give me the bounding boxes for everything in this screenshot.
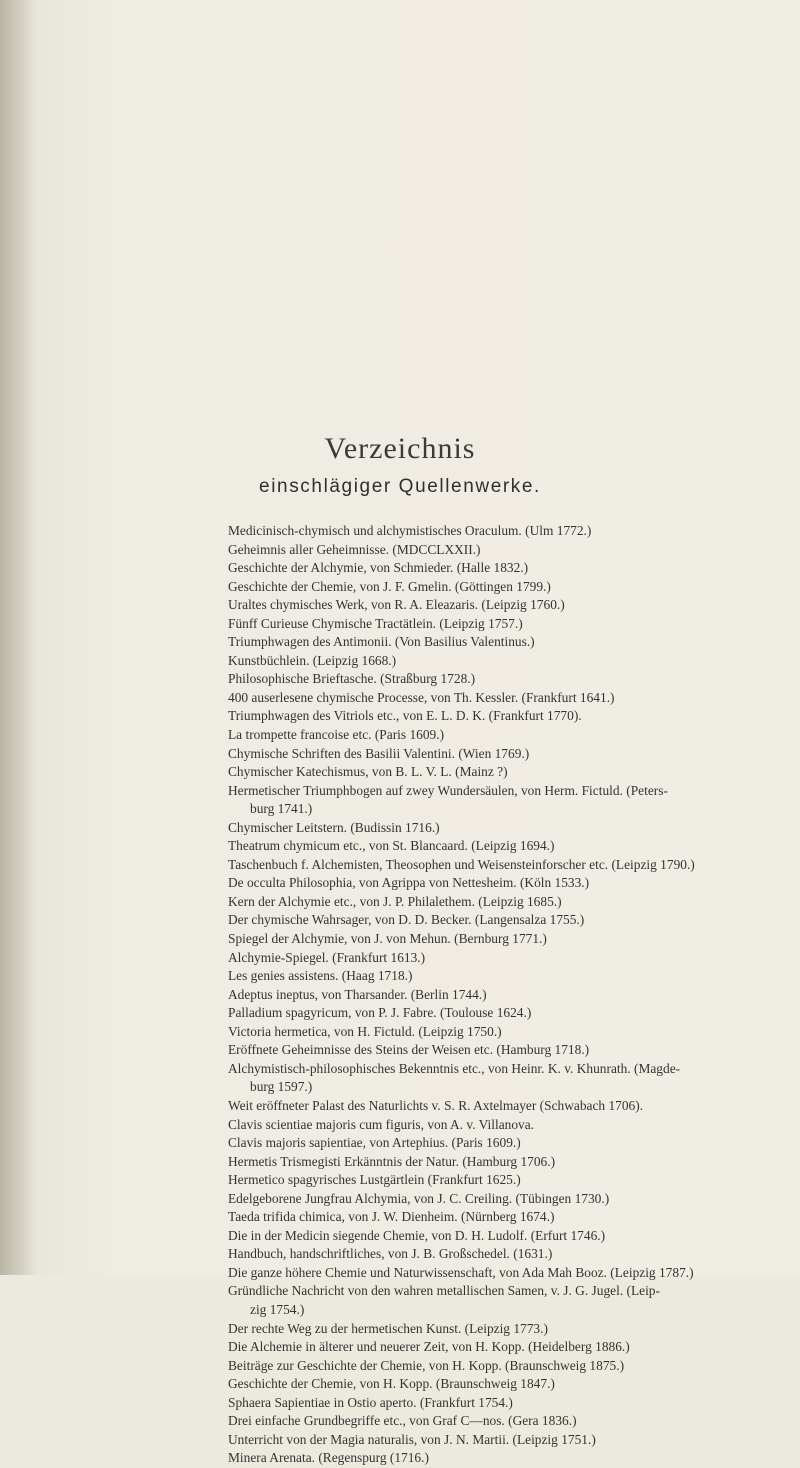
bibliography-entry bbox=[228, 1227, 792, 1246]
entry-text: Palladium spagyricum, von P. J. Fabre. (Toulouse 1624.) bbox=[228, 1005, 532, 1021]
entry-text: Les genies assistens. (Haag 1718.) bbox=[228, 968, 413, 984]
entry-continuation: burg 1741.) bbox=[250, 801, 313, 817]
entry-text: Hermetico spagyrisches Lustgärtlein (Frankfurt 1625.) bbox=[228, 1172, 521, 1188]
entry-text: Chymische Schriften des Basilii Valentini. (Wien 1769.) bbox=[228, 745, 530, 761]
entry-text: Die ganze höhere Chemie und Naturwissenschaft, von Ada Mah Booz. (Leipzig 1787.) bbox=[228, 1264, 694, 1280]
bibliography-entry bbox=[228, 615, 792, 634]
entry-continuation: burg 1597.) bbox=[250, 1079, 313, 1095]
entry-text: Die Alchemie in älterer und neuerer Zeit, von H. Kopp. (Heidelberg 1886.) bbox=[228, 1339, 630, 1355]
bibliography-entry bbox=[228, 1245, 792, 1264]
entry-text: Adeptus ineptus, von Tharsander. (Berlin 1744.) bbox=[228, 986, 487, 1002]
bibliography-entry bbox=[228, 837, 792, 856]
entry-text: Taeda trifida chimica, von J. W. Dienheim. (Nürnberg 1674.) bbox=[228, 1209, 555, 1225]
bibliography-entry bbox=[228, 596, 792, 615]
bibliography-entry bbox=[228, 1394, 792, 1413]
entry-text: Gründliche Nachricht von den wahren metallischen Samen, v. J. G. Jugel. (Leip- bbox=[228, 1283, 660, 1299]
bibliography-entry bbox=[228, 670, 792, 689]
bibliography-entry bbox=[228, 1375, 792, 1394]
entry-text: De occulta Philosophia, von Agrippa von Nettesheim. (Köln 1533.) bbox=[228, 875, 590, 891]
bibliography-list bbox=[228, 522, 792, 1468]
entry-text: Taschenbuch f. Alchemisten, Theosophen und Weisensteinforscher etc. (Leipzig 1790.) bbox=[228, 856, 695, 872]
bibliography-entry bbox=[228, 1412, 792, 1431]
bibliography-entry bbox=[228, 967, 792, 986]
bibliography-entry bbox=[228, 541, 792, 560]
entry-text: Uraltes chymisches Werk, von R. A. Eleazaris. (Leipzig 1760.) bbox=[228, 597, 565, 613]
bibliography-entry bbox=[228, 1449, 792, 1468]
entry-text: Unterricht von der Magia naturalis, von J. N. Martii. (Leipzig 1751.) bbox=[228, 1431, 596, 1447]
entry-text: Chymischer Katechismus, von B. L. V. L. (Mainz ?) bbox=[228, 764, 508, 780]
bibliography-entry bbox=[228, 1357, 792, 1376]
bibliography-entry bbox=[228, 1004, 792, 1023]
entry-text: Medicinisch-chymisch und alchymistisches Oraculum. (Ulm 1772.) bbox=[228, 523, 592, 538]
bibliography-entry bbox=[228, 856, 792, 875]
entry-text: Victoria hermetica, von H. Fictuld. (Leipzig 1750.) bbox=[228, 1023, 502, 1039]
bibliography-entry bbox=[228, 782, 792, 819]
bibliography-entry bbox=[228, 1338, 792, 1357]
entry-text: Clavis scientiae majoris cum figuris, von A. v. Villanova. bbox=[228, 1116, 535, 1132]
bibliography-entry bbox=[228, 1041, 792, 1060]
entry-text: Alchymistisch-philosophisches Bekenntnis etc., von Heinr. K. v. Khunrath. (Magde- bbox=[228, 1060, 681, 1076]
entry-text: Weit eröffneter Palast des Naturlichts v. S. R. Axtelmayer (Schwabach 1706). bbox=[228, 1097, 644, 1113]
bibliography-entry bbox=[228, 578, 792, 597]
entry-text: Eröffnete Geheimnisse des Steins der Weisen etc. (Hamburg 1718.) bbox=[228, 1042, 590, 1058]
bibliography-entry bbox=[228, 1320, 792, 1339]
entry-text: Chymischer Leitstern. (Budissin 1716.) bbox=[228, 819, 440, 835]
bibliography-entry bbox=[228, 652, 792, 671]
entry-text: Geheimnis aller Geheimnisse. (MDCCLXXII.) bbox=[228, 541, 481, 557]
entry-text: Minera Arenata. (Regenspurg (1716.) bbox=[228, 1450, 429, 1466]
bibliography-entry bbox=[228, 1282, 792, 1319]
bibliography-entry bbox=[228, 986, 792, 1005]
entry-text: Theatrum chymicum etc., von St. Blancaard. (Leipzig 1694.) bbox=[228, 838, 555, 854]
entry-text: Die in der Medicin siegende Chemie, von D. H. Ludolf. (Erfurt 1746.) bbox=[228, 1227, 606, 1243]
bibliography-entry bbox=[228, 1023, 792, 1042]
entry-text: Beiträge zur Geschichte der Chemie, von H. Kopp. (Braunschweig 1875.) bbox=[228, 1357, 625, 1373]
bibliography-entry bbox=[228, 1190, 792, 1209]
bibliography-entry bbox=[228, 522, 792, 541]
entry-text: Hermetischer Triumphbogen auf zwey Wundersäulen, von Herm. Fictuld. (Peters- bbox=[228, 782, 668, 798]
bibliography-entry bbox=[228, 559, 792, 578]
entry-text: Kunstbüchlein. (Leipzig 1668.) bbox=[228, 652, 397, 668]
bibliography-entry bbox=[228, 745, 792, 764]
entry-text: Drei einfache Grundbegriffe etc., von Graf C—nos. (Gera 1836.) bbox=[228, 1413, 577, 1429]
entry-text: Geschichte der Alchymie, von Schmieder. (Halle 1832.) bbox=[228, 560, 529, 576]
bibliography-entry bbox=[228, 726, 792, 745]
bibliography-entry bbox=[228, 874, 792, 893]
entry-text: Fünff Curieuse Chymische Tractätlein. (Leipzig 1757.) bbox=[228, 615, 523, 631]
bibliography-entry bbox=[228, 707, 792, 726]
entry-text: Hermetis Trismegisti Erkänntnis der Natur. (Hamburg 1706.) bbox=[228, 1153, 556, 1169]
bibliography-entry bbox=[228, 1171, 792, 1190]
bibliography-entry bbox=[228, 949, 792, 968]
bibliography-entry bbox=[228, 689, 792, 708]
bibliography-entry bbox=[228, 1208, 792, 1227]
entry-text: Clavis majoris sapientiae, von Artephius. (Paris 1609.) bbox=[228, 1135, 521, 1151]
page-gutter-shadow bbox=[0, 0, 34, 1275]
entry-text: Geschichte der Chemie, von H. Kopp. (Braunschweig 1847.) bbox=[228, 1376, 555, 1392]
bibliography-entry bbox=[228, 930, 792, 949]
bibliography-entry bbox=[228, 1264, 792, 1283]
bibliography-entry bbox=[228, 1431, 792, 1450]
entry-text: Philosophische Brieftasche. (Straßburg 1728.) bbox=[228, 671, 476, 687]
entry-text: Geschichte der Chemie, von J. F. Gmelin. (Göttingen 1799.) bbox=[228, 578, 551, 594]
entry-text: Edelgeborene Jungfrau Alchymia, von J. C. Creiling. (Tübingen 1730.) bbox=[228, 1190, 610, 1206]
bibliography-entry bbox=[228, 763, 792, 782]
entry-text: Spiegel der Alchymie, von J. von Mehun. (Bernburg 1771.) bbox=[228, 931, 547, 947]
bibliography-entry bbox=[228, 1097, 792, 1116]
entry-text: Kern der Alchymie etc., von J. P. Philalethem. (Leipzig 1685.) bbox=[228, 893, 562, 909]
entry-text: Der rechte Weg zu der hermetischen Kunst. (Leipzig 1773.) bbox=[228, 1320, 548, 1336]
entry-text: Der chymische Wahrsager, von D. D. Becker. (Langensalza 1755.) bbox=[228, 912, 585, 928]
bibliography-entry bbox=[228, 1134, 792, 1153]
bibliography-entry bbox=[228, 911, 792, 930]
bibliography-entry bbox=[228, 893, 792, 912]
bibliography-entry bbox=[228, 633, 792, 652]
page-title: Verzeichnis bbox=[324, 432, 476, 465]
entry-text: Sphaera Sapientiae in Ostio aperto. (Frankfurt 1754.) bbox=[228, 1394, 513, 1410]
bibliography-entry bbox=[228, 1116, 792, 1135]
entry-text: Triumphwagen des Antimonii. (Von Basilius Valentinus.) bbox=[228, 634, 535, 650]
entry-text: Triumphwagen des Vitriols etc., von E. L. D. K. (Frankfurt 1770). bbox=[228, 708, 582, 724]
bibliography-entry bbox=[228, 1153, 792, 1172]
bibliography-entry bbox=[228, 1060, 792, 1097]
entry-text: La trompette francoise etc. (Paris 1609.) bbox=[228, 727, 445, 743]
entry-continuation: zig 1754.) bbox=[250, 1301, 305, 1317]
entry-text: 400 auserlesene chymische Processe, von Th. Kessler. (Frankfurt 1641.) bbox=[228, 689, 615, 705]
entry-text: Alchymie-Spiegel. (Frankfurt 1613.) bbox=[228, 949, 426, 965]
page-subtitle: einschlägiger Quellenwerke. bbox=[259, 476, 541, 497]
bibliography-entry bbox=[228, 819, 792, 838]
entry-text: Handbuch, handschriftliches, von J. B. Großschedel. (1631.) bbox=[228, 1246, 553, 1262]
